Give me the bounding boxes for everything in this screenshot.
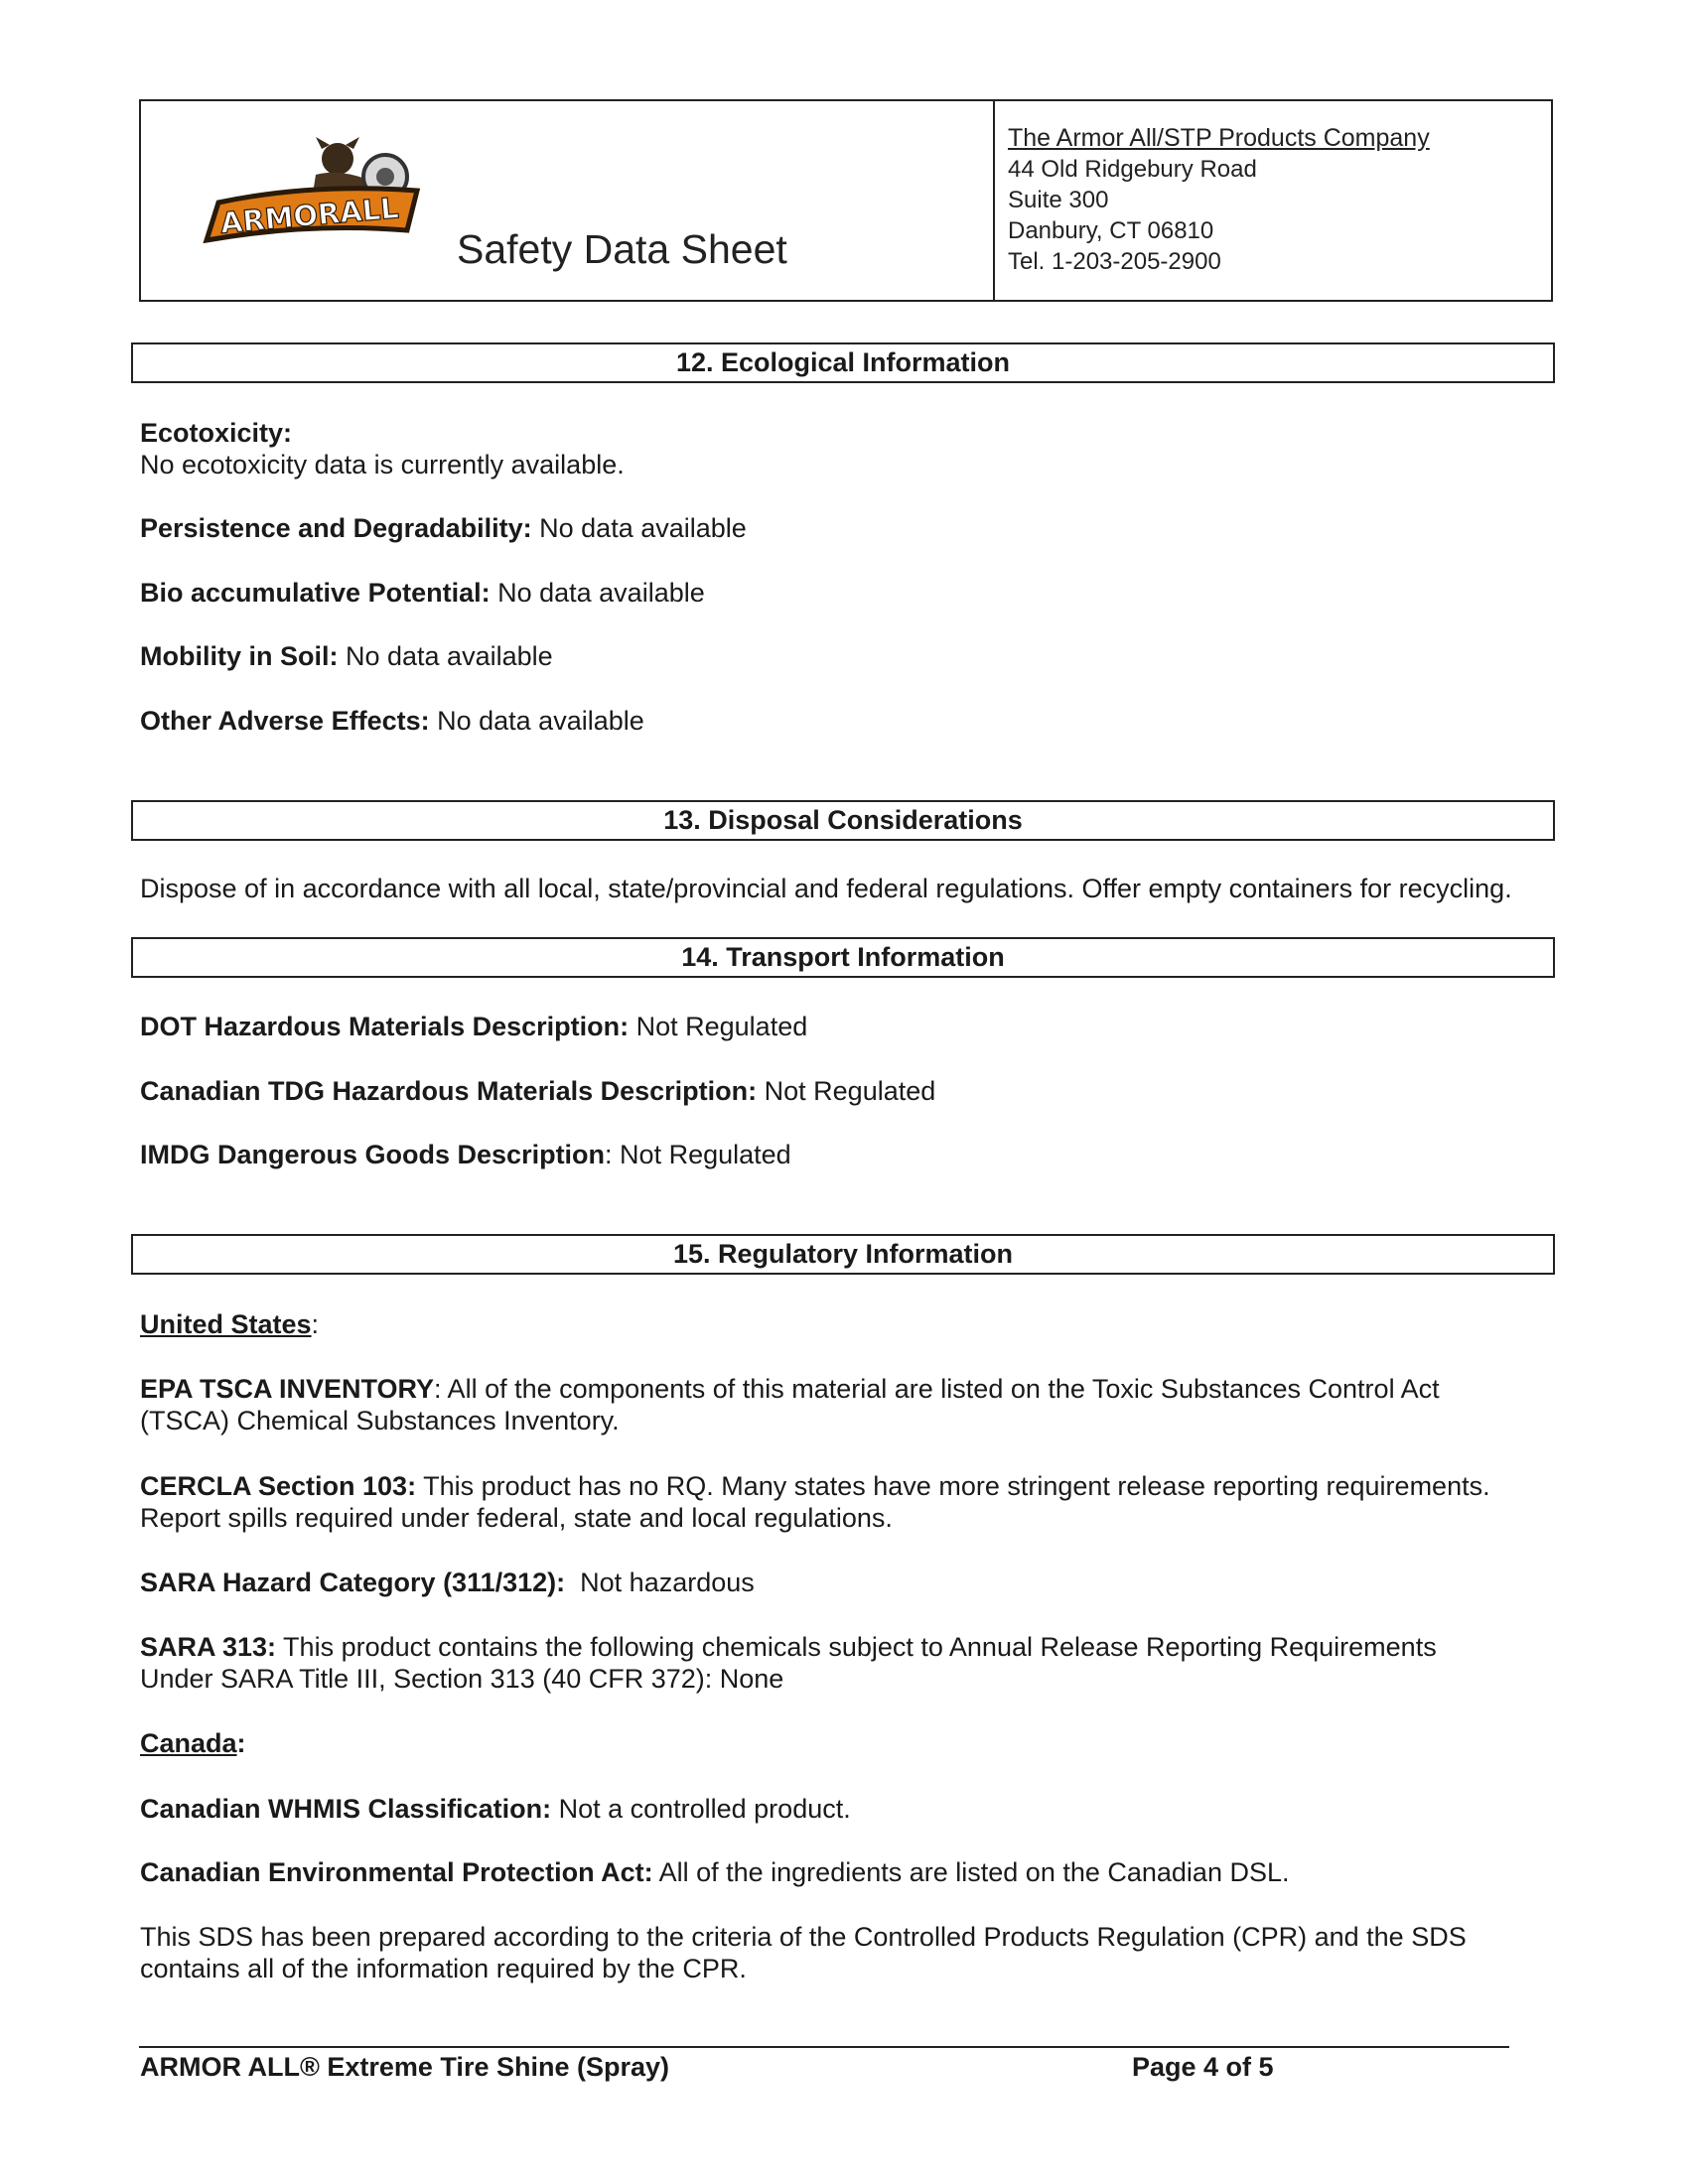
section-12-header: 12. Ecological Information [131,342,1555,383]
whmis-row [140,1793,851,1825]
armor-all-logo [199,129,427,268]
bio-row [140,577,705,609]
persistence-value: No data available [531,513,747,543]
other-effects-label: Other Adverse Effects: [140,706,430,736]
address-line-3: Danbury, CT 06810 [1008,217,1214,244]
whmis-value: Not a controlled product. [551,1794,851,1824]
cepa-value: All of the ingredients are listed on the Canadian DSL. [652,1857,1290,1887]
disposal-text: Dispose of in accordance with all local, state/provincial and federal regulations. Offer empty containers for recycling. [140,874,1512,903]
imdg-row [140,1139,791,1170]
mobility-row [140,640,553,672]
ecotoxicity-label: Ecotoxicity: [140,418,293,448]
tsca-label: EPA TSCA INVENTORY [140,1374,435,1404]
mobility-label: Mobility in Soil: [140,641,339,671]
cpr-text-2: contains all of the information required by the CPR. [140,1954,747,1983]
canada-heading [140,1727,246,1759]
sara-hazard-row [140,1567,755,1598]
imdg-value: : Not Regulated [605,1140,791,1169]
tdg-label: Canadian TDG Hazardous Materials Description: [140,1076,758,1106]
dot-label: DOT Hazardous Materials Description: [140,1012,630,1041]
logo-text: ARMORALL [218,191,400,240]
company-block [1008,123,1430,277]
dot-row [140,1011,807,1042]
footer-product: ARMOR ALL® Extreme Tire Shine (Spray) [140,2052,669,2082]
canada-label: Canada [140,1728,237,1758]
bio-value: No data available [490,578,705,608]
sara-313-text-1: This product contains the following chemicals subject to Annual Release Reporting Requirements [276,1632,1437,1662]
us-heading [140,1308,319,1340]
dot-value: Not Regulated [629,1012,808,1041]
header-divider [993,99,995,302]
persistence-row [140,512,747,544]
sara-hazard-value: Not hazardous [565,1568,755,1597]
address-line-1: 44 Old Ridgebury Road [1008,156,1257,183]
section-15-header: 15. Regulatory Information [131,1234,1555,1275]
ecotoxicity-text: No ecotoxicity data is currently available. [140,450,625,479]
section-13-header: 13. Disposal Considerations [131,800,1555,841]
us-label: United States [140,1309,312,1339]
cercla-text-2: Report spills required under federal, state and local regulations. [140,1503,893,1533]
tsca-text-2: (TSCA) Chemical Substances Inventory. [140,1406,620,1435]
tsca-text-1: : All of the components of this material are listed on the Toxic Substances Control Act [434,1374,1440,1404]
tsca-row [140,1373,1440,1405]
footer-rule [139,2046,1509,2048]
cepa-label: Canadian Environmental Protection Act: [140,1857,653,1887]
mobility-value: No data available [338,641,553,671]
document-title: Safety Data Sheet [457,226,787,272]
sara-313-row [140,1631,1437,1663]
cpr-text-1: This SDS has been prepared according to the criteria of the Controlled Products Regulation (CPR) and the SDS [140,1922,1467,1952]
cercla-label: CERCLA Section 103: [140,1471,417,1501]
imdg-label: IMDG Dangerous Goods Description [140,1140,606,1169]
sara-313-label: SARA 313: [140,1632,277,1662]
canada-colon: : [236,1728,246,1758]
whmis-label: Canadian WHMIS Classification: [140,1794,552,1824]
persistence-label: Persistence and Degradability: [140,513,532,543]
address-line-2: Suite 300 [1008,187,1109,213]
tdg-row [140,1075,935,1107]
section-14-header: 14. Transport Information [131,937,1555,978]
sara-hazard-label: SARA Hazard Category (311/312): [140,1568,566,1597]
bio-label: Bio accumulative Potential: [140,578,491,608]
cercla-row [140,1470,1490,1502]
cercla-text-1: This product has no RQ. Many states have more stringent release reporting requirements. [416,1471,1490,1501]
other-effects-value: No data available [429,706,644,736]
company-phone: Tel. 1-203-205-2900 [1008,248,1221,275]
other-effects-row [140,705,644,737]
us-colon: : [311,1309,320,1339]
tdg-value: Not Regulated [757,1076,936,1106]
sara-313-text-2: Under SARA Title III, Section 313 (40 CFR 372): None [140,1664,784,1694]
footer-page-number: Page 4 of 5 [1132,2052,1274,2082]
company-name: The Armor All/STP Products Company [1008,124,1430,152]
cepa-row [140,1856,1290,1888]
